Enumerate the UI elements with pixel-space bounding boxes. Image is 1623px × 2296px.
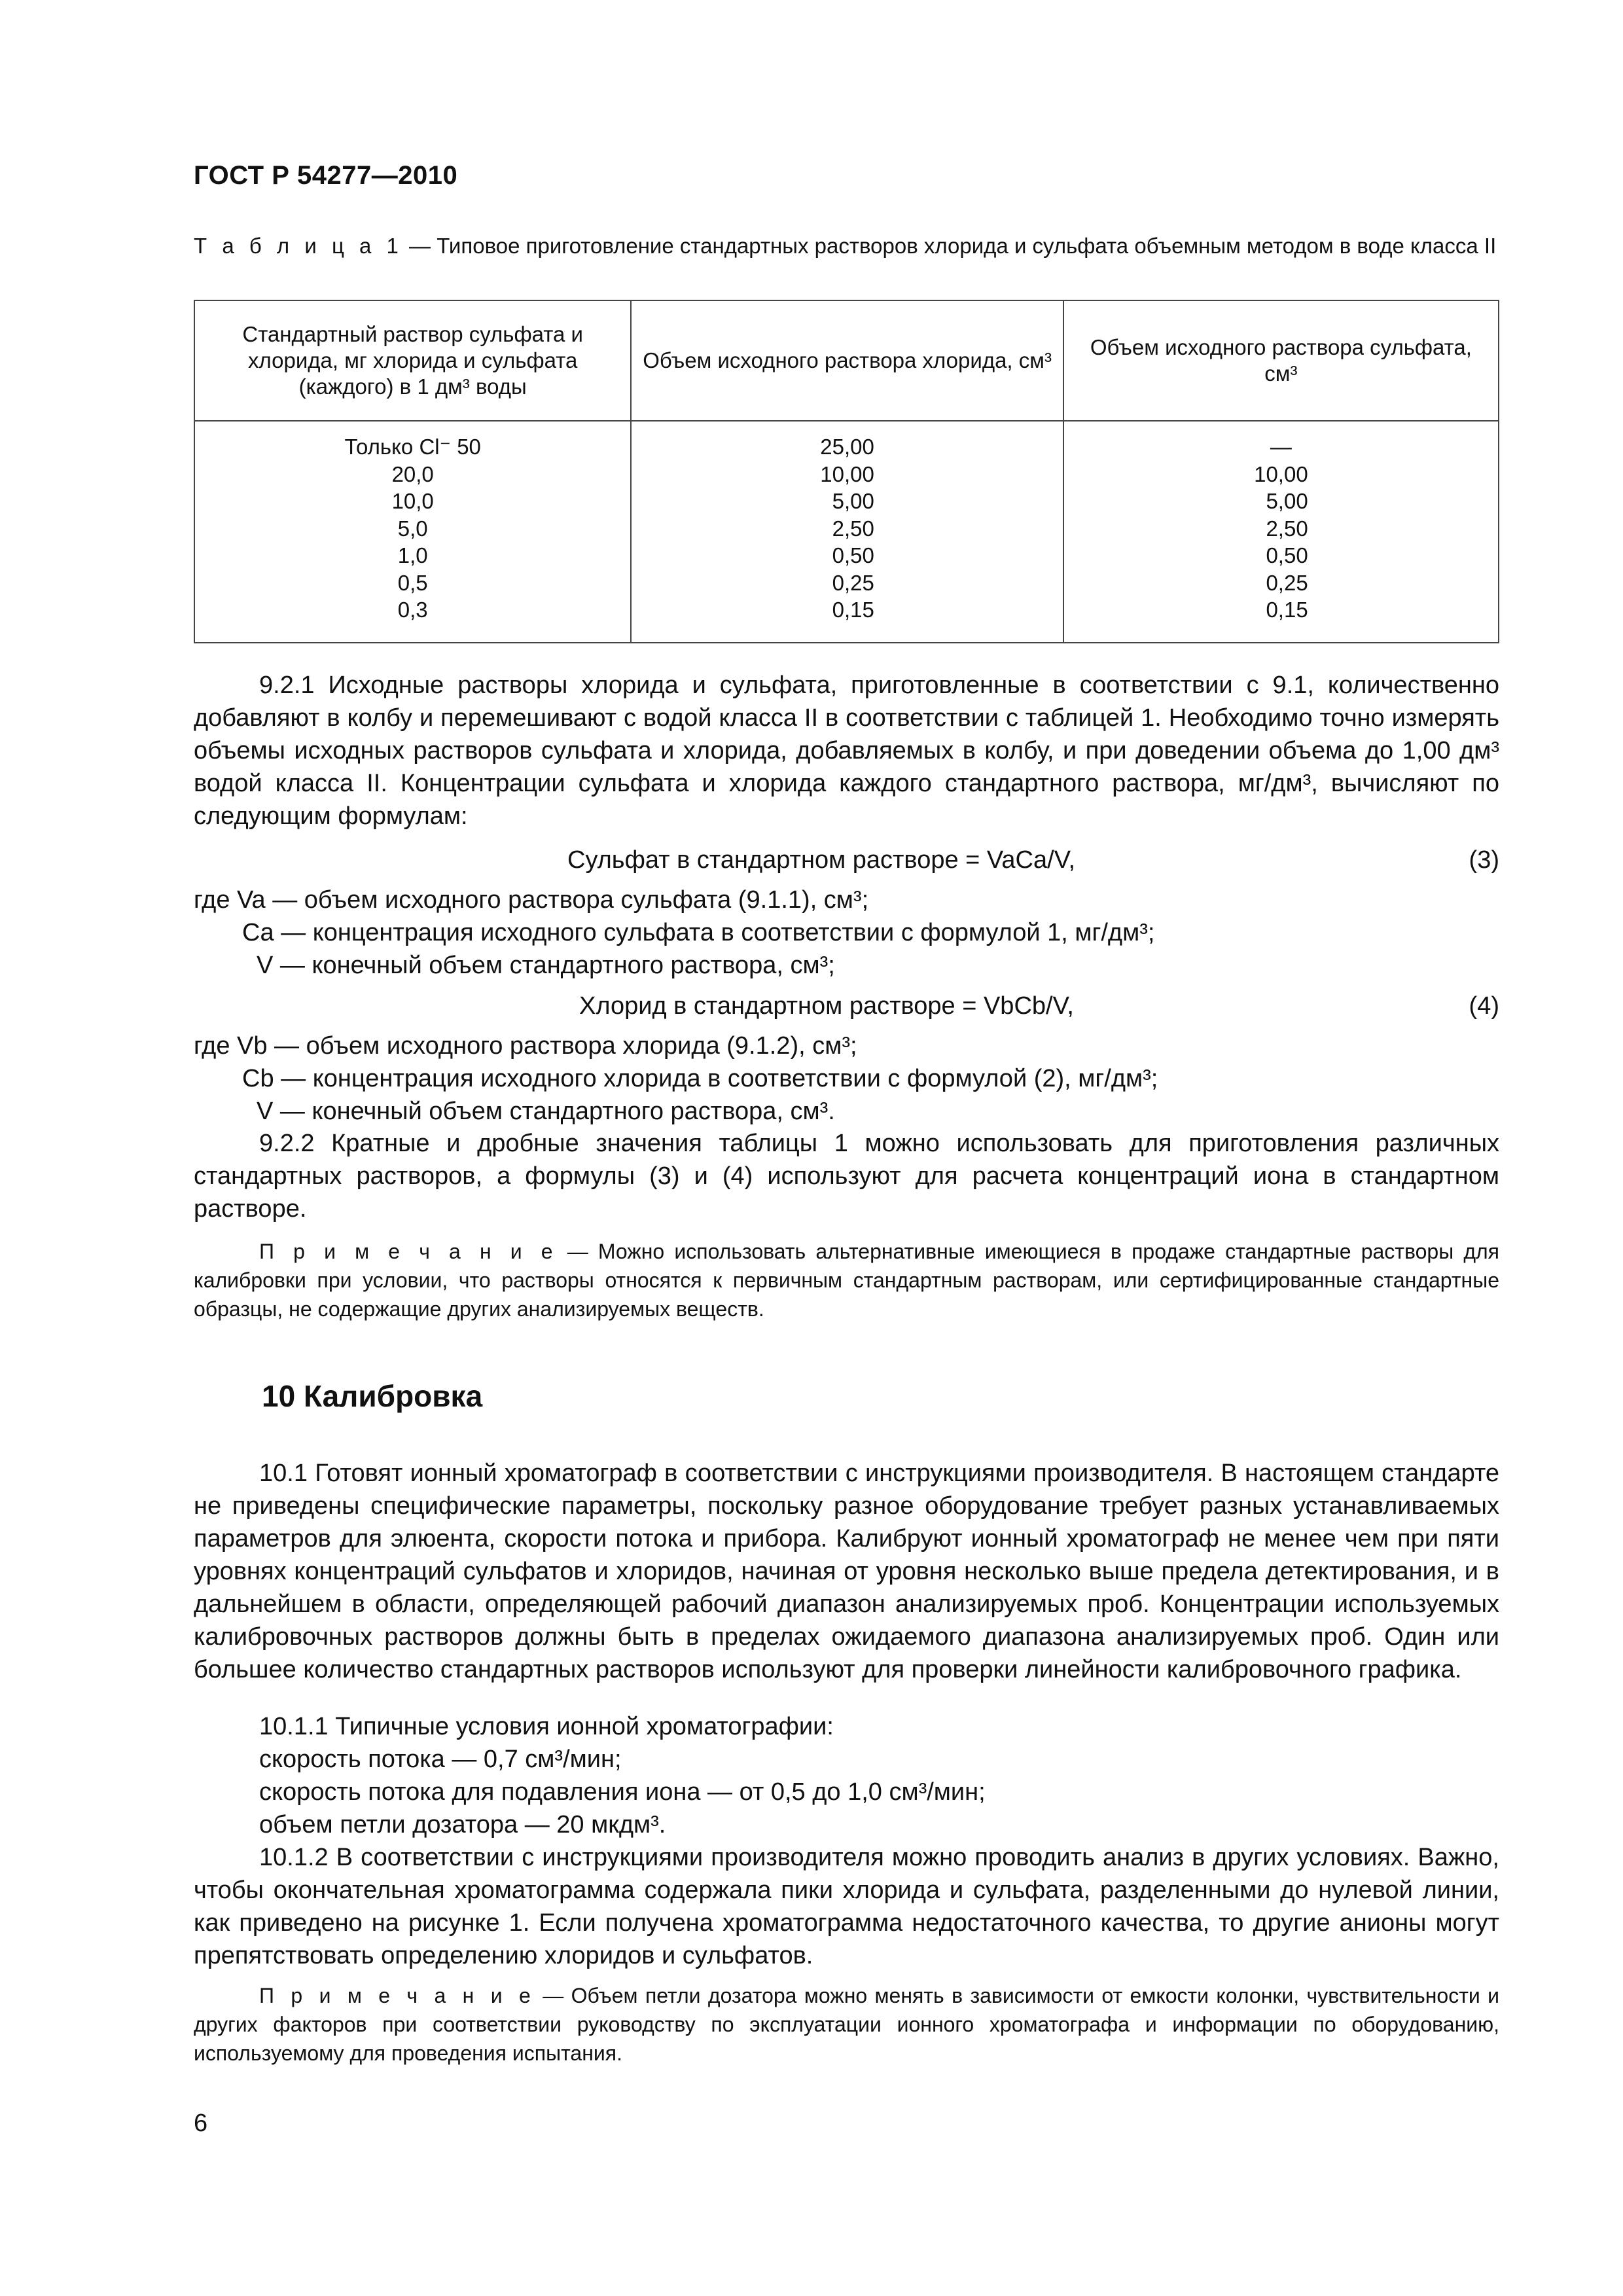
table-cell: 10,00 xyxy=(1254,461,1308,486)
table-caption xyxy=(194,232,1499,260)
table-cell: 0,15 xyxy=(1266,598,1308,622)
table-column-chloride xyxy=(631,421,1063,643)
formula-3-number: (3) xyxy=(1469,846,1499,874)
table-header-cell: Объем исходного раствора хлорида, см³ xyxy=(631,300,1063,421)
table-cell: 5,00 xyxy=(832,489,874,513)
standards-table xyxy=(194,300,1499,643)
formula-4: Хлорид в стандартном растворе = VbCb/V, xyxy=(579,992,1074,1020)
table-column-standard xyxy=(194,421,631,643)
document-code: ГОСТ Р 54277—2010 xyxy=(194,161,458,190)
note-label: П р и м е ч а н и е xyxy=(259,1984,535,2007)
table-cell: 0,5 xyxy=(397,570,428,595)
table-cell: 10,0 xyxy=(391,489,434,513)
formula-3: Сульфат в стандартном растворе = VaCa/V, xyxy=(567,846,1076,874)
table-cell: 2,50 xyxy=(832,516,874,541)
paragraph-10-1-1-title: 10.1.1 Типичные условия ионной хроматографии: xyxy=(259,1713,834,1740)
definition-cb: Cb — концентрация исходного хлорида в соответствии с формулой (2), мг/дм³; xyxy=(242,1065,1158,1092)
table-cell: 1,0 xyxy=(397,543,428,567)
formula-4-number: (4) xyxy=(1469,992,1499,1020)
table-cell: — xyxy=(1270,435,1292,459)
paragraph-10-1-2: 10.1.2 В соответствии с инструкциями производителя можно проводить анализ в других условиях. Важно, чтобы окончательная хроматограмма содержала пики хлорида и сульфата, разделенными до нулевой линии, как приведено на рисунке 1. Если получена хроматограмма недостаточного качества, то другие анионы могут препятствовать определению хлоридов и сульфатов. xyxy=(194,1844,1499,1969)
definition-ca: Ca — концентрация исходного сульфата в соответствии с формулой 1, мг/дм³; xyxy=(242,919,1155,946)
condition-item: скорость потока — 0,7 см³/мин; xyxy=(259,1746,622,1773)
table-header-cell: Объем исходного раствора сульфата, см³ xyxy=(1063,300,1499,421)
note-text: — Объем петли дозатора можно менять в зависимости от емкости колонки, чувствительности и других факторов при соответствии руководству по эксплуатации ионного хроматографа и информации по оборудованию, используемому для проведения испытания. xyxy=(194,1984,1500,2065)
table-cell: 0,15 xyxy=(832,598,874,622)
table-header-cell: Стандартный раствор сульфата и хлорида, мг хлорида и сульфата (каждого) в 1 дм³ воды xyxy=(194,300,631,421)
table-cell: 0,50 xyxy=(1266,543,1308,567)
paragraph-9-2-2: 9.2.2 Кратные и дробные значения таблицы 1 можно использовать для приготовления различных стандартных растворов, а формулы (3) и (4) используют для расчета концентраций иона в стандартном растворе. xyxy=(194,1130,1499,1223)
page-number: 6 xyxy=(194,2109,208,2137)
section-heading-10: 10 Калибровка xyxy=(262,1379,483,1413)
table-caption-label: Т а б л и ц а 1 xyxy=(194,234,403,258)
note-2 xyxy=(194,1981,1499,2068)
table-number-column xyxy=(1254,433,1308,624)
table-cell: 0,25 xyxy=(832,570,874,595)
table-cell: 20,0 xyxy=(391,461,434,486)
definition-v: V — конечный объем стандартного раствора, см³. xyxy=(257,1098,835,1125)
table-cell: 10,00 xyxy=(820,461,874,486)
table-body-row xyxy=(194,421,1499,643)
table-cell: 0,50 xyxy=(832,543,874,567)
table-column-sulfate xyxy=(1063,421,1499,643)
condition-item: скорость потока для подавления иона — от 0,5 до 1,0 см³/мин; xyxy=(259,1778,986,1806)
table-cell: 0,25 xyxy=(1266,570,1308,595)
note-text: — Можно использовать альтернативные имеющиеся в продаже стандартные растворы для калибровки при условии, что растворы относятся к первичным стандартным растворам, или сертифицированные стандартные образцы, не содержащие других анализируемых веществ. xyxy=(194,1240,1500,1321)
table-cell: 2,50 xyxy=(1266,516,1308,541)
table-caption-text: — Типовое приготовление стандартных растворов хлорида и сульфата объемным методом в воде класса II xyxy=(402,234,1497,258)
definition-v: V — конечный объем стандартного раствора, см³; xyxy=(257,952,835,979)
table-cell: 25,00 xyxy=(820,435,874,459)
table-cell: 5,00 xyxy=(1266,489,1308,513)
table-cell: Только Cl⁻ 50 xyxy=(344,435,481,459)
table-cell: 5,0 xyxy=(397,516,428,541)
table-number-column xyxy=(820,433,874,624)
definition-va: где Va — объем исходного раствора сульфата (9.1.1), см³; xyxy=(194,886,869,914)
condition-item: объем петли дозатора — 20 мкдм³. xyxy=(259,1811,666,1839)
definition-vb: где Vb — объем исходного раствора хлорида (9.1.2), см³; xyxy=(194,1032,857,1060)
paragraph-10-1: 10.1 Готовят ионный хроматограф в соответствии с инструкциями производителя. В настоящем стандарте не приведены специфические параметры, поскольку разное оборудование требует разных устанавливаемых параметров для элюента, скорости потока и прибора. Калибруют ионный хроматограф не менее чем при пяти уровнях концентраций сульфатов и хлоридов, начиная от уровня несколько выше предела детектирования, и в дальнейшем в области, определяющей рабочий диапазон анализируемых проб. Концентрации используемых калибровочных растворов должны быть в пределах ожидаемого диапазона анализируемых проб. Один или большее количество стандартных растворов используют для проверки линейности калибровочного графика. xyxy=(194,1460,1499,1683)
table-header-row xyxy=(194,300,1499,421)
table-cell: 0,3 xyxy=(397,598,428,622)
paragraph-9-2-1: 9.2.1 Исходные растворы хлорида и сульфата, приготовленные в соответствии с 9.1, количественно добавляют в колбу и перемешивают с водой класса II в соответствии с таблицей 1. Необходимо точно измерять объемы исходных растворов сульфата и хлорида, добавляемых в колбу, и при доведении объема до 1,00 дм³ водой класса II. Концентрации сульфата и хлорида каждого стандартного раствора, мг/дм³, вычисляют по следующим формулам: xyxy=(194,672,1499,830)
note-1 xyxy=(194,1237,1499,1323)
note-label: П р и м е ч а н и е xyxy=(259,1240,558,1263)
